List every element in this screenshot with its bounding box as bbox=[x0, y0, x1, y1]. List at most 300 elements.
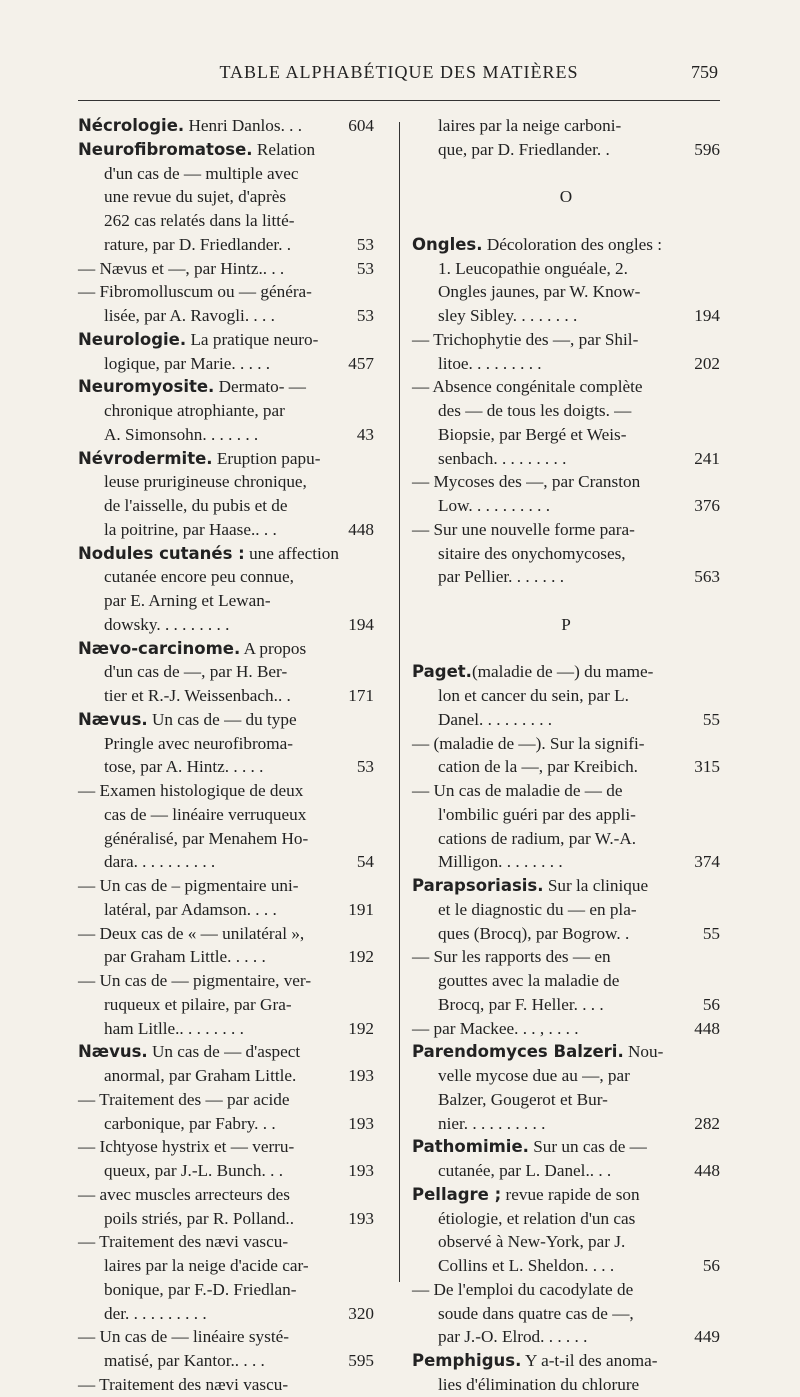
index-line bbox=[412, 1017, 720, 1041]
index-line bbox=[78, 684, 374, 708]
entry-text bbox=[412, 945, 611, 969]
index-line bbox=[78, 1302, 374, 1326]
entry-description: cas de — linéaire verruqueux bbox=[104, 804, 307, 824]
entry-text bbox=[78, 138, 315, 162]
index-line bbox=[412, 684, 720, 708]
entry-description: Brocq, par F. Heller. . . . bbox=[438, 994, 604, 1014]
entry-page-ref: 596 bbox=[694, 139, 720, 159]
entry-description: par Graham Little. . . . . bbox=[104, 947, 266, 967]
entry-text bbox=[412, 850, 563, 874]
entry-description: Y a-t-il des anoma- bbox=[521, 1351, 658, 1370]
entry-description: de l'aisselle, du pubis et de bbox=[104, 496, 288, 515]
entry-description: — Examen histologique de deux bbox=[78, 781, 304, 800]
entry-description: par E. Arning et Lewan- bbox=[104, 591, 271, 610]
entry-description: — Sur une nouvelle forme para- bbox=[412, 519, 635, 539]
right-column bbox=[412, 114, 720, 1397]
entry-page-ref: 457 bbox=[348, 353, 374, 373]
index-line bbox=[412, 1207, 720, 1231]
index-line bbox=[78, 1017, 374, 1041]
index-line bbox=[78, 162, 374, 186]
index-line bbox=[78, 1207, 374, 1231]
entry-description: lisée, par A. Ravogli. . . . bbox=[104, 306, 275, 325]
entry-text bbox=[78, 1017, 244, 1041]
entry-text bbox=[78, 257, 284, 281]
index-line bbox=[78, 874, 374, 898]
entry-text bbox=[412, 779, 622, 803]
entry-description: carbonique, par Fabry. . . bbox=[104, 1113, 276, 1133]
entry-page-ref: 191 bbox=[348, 899, 374, 919]
entry-description: que, par D. Friedlander. . bbox=[438, 139, 610, 159]
entry-text bbox=[78, 1207, 294, 1231]
entry-description: rature, par D. Friedlander. . bbox=[104, 234, 292, 254]
entry-keyword: Nodules cutanés : bbox=[78, 543, 245, 563]
entry-description: anormal, par Graham Little. bbox=[104, 1066, 297, 1085]
entry-description: A. Simonsohn. . . . . . . bbox=[104, 424, 259, 444]
entry-description: A propos bbox=[240, 638, 307, 658]
entry-description: laires par la neige carboni- bbox=[438, 116, 622, 135]
entry-page-ref: 448 bbox=[694, 1018, 720, 1038]
entry-description: tose, par A. Hintz. . . . . bbox=[104, 757, 264, 777]
entry-text bbox=[78, 898, 277, 922]
entry-text bbox=[78, 613, 229, 637]
index-line bbox=[412, 1302, 720, 1326]
entry-text bbox=[78, 1088, 289, 1112]
index-line bbox=[78, 1230, 374, 1254]
index-line bbox=[78, 827, 374, 851]
entry-text bbox=[412, 1373, 639, 1397]
entry-text bbox=[78, 827, 308, 851]
entry-description: cations de radium, par W.-A. bbox=[438, 828, 637, 848]
index-line bbox=[78, 708, 374, 732]
page-number: 759 bbox=[691, 62, 718, 82]
entry-text bbox=[78, 494, 288, 518]
entry-text bbox=[78, 708, 297, 732]
entry-description: latéral, par Adamson. . . . bbox=[104, 899, 277, 919]
index-line bbox=[412, 922, 720, 946]
entry-page-ref: 53 bbox=[356, 234, 374, 254]
entry-text bbox=[412, 1017, 579, 1041]
entry-page-ref: 194 bbox=[348, 614, 374, 634]
entry-keyword: Neuromyosite. bbox=[78, 377, 215, 397]
entry-text bbox=[78, 779, 303, 803]
entry-text bbox=[412, 375, 643, 399]
entry-text bbox=[78, 565, 294, 589]
entry-text bbox=[78, 280, 312, 304]
entry-description: laires par la neige d'acide car- bbox=[104, 1256, 309, 1275]
entry-text bbox=[78, 304, 275, 328]
entry-keyword: Pathomimie. bbox=[412, 1137, 529, 1157]
left-column bbox=[78, 114, 374, 1397]
entry-text bbox=[412, 280, 640, 304]
entry-text bbox=[412, 447, 566, 471]
entry-keyword: Nécrologie. bbox=[78, 116, 185, 135]
index-line bbox=[78, 1373, 374, 1397]
index-line bbox=[78, 1325, 374, 1349]
index-line bbox=[78, 1183, 374, 1207]
entry-text bbox=[412, 1325, 587, 1349]
entry-page-ref: 193 bbox=[348, 1113, 374, 1133]
entry-page-ref: 448 bbox=[348, 519, 374, 539]
index-line bbox=[412, 850, 720, 874]
index-line bbox=[412, 969, 720, 993]
index-line bbox=[412, 660, 720, 684]
blank-line bbox=[412, 209, 720, 233]
entry-description: dara. . . . . . . . . . bbox=[104, 852, 216, 872]
index-line bbox=[78, 1278, 374, 1302]
index-line bbox=[78, 375, 374, 399]
index-line bbox=[412, 779, 720, 803]
entry-text bbox=[412, 304, 577, 328]
index-line bbox=[412, 1135, 720, 1159]
entry-description: bonique, par F.-D. Friedlan- bbox=[104, 1279, 297, 1299]
index-line bbox=[412, 352, 720, 376]
index-line bbox=[412, 138, 720, 162]
entry-text bbox=[78, 1325, 289, 1349]
entry-description: observé à New-York, par J. bbox=[438, 1232, 626, 1252]
entry-text bbox=[78, 542, 339, 566]
entry-description: — avec muscles arrecteurs des bbox=[78, 1184, 290, 1204]
entry-description: — Un cas de – pigmentaire uni- bbox=[78, 876, 299, 895]
entry-description: — Deux cas de « — unilatéral », bbox=[78, 923, 305, 943]
entry-description: d'un cas de — multiple avec bbox=[104, 163, 299, 183]
entry-description: gouttes avec la maladie de bbox=[438, 971, 620, 990]
index-line bbox=[78, 518, 374, 542]
entry-page-ref: 241 bbox=[694, 448, 720, 468]
index-line bbox=[78, 447, 374, 471]
index-line bbox=[78, 470, 374, 494]
entry-text bbox=[412, 708, 552, 732]
entry-description: — Un cas de — linéaire systé- bbox=[78, 1327, 289, 1347]
entry-page-ref: 171 bbox=[348, 686, 374, 705]
index-line bbox=[78, 969, 374, 993]
entry-text bbox=[412, 565, 564, 589]
entry-page-ref: 43 bbox=[356, 424, 374, 444]
entry-text bbox=[412, 898, 637, 922]
entry-keyword: Pemphigus. bbox=[412, 1351, 522, 1370]
entry-page-ref: 194 bbox=[694, 306, 720, 325]
entry-keyword: Neurofibromatose. bbox=[78, 139, 253, 159]
entry-text bbox=[412, 114, 621, 138]
entry-description: matisé, par Kantor.. . . . bbox=[104, 1351, 265, 1370]
entry-description: revue rapide de son bbox=[501, 1184, 640, 1204]
entry-text bbox=[412, 874, 648, 898]
index-line bbox=[412, 447, 720, 471]
entry-keyword: Nævus. bbox=[78, 709, 148, 729]
index-line bbox=[412, 898, 720, 922]
entry-text bbox=[78, 1159, 283, 1183]
index-line bbox=[412, 1349, 720, 1373]
entry-keyword: Nævo-carcinome. bbox=[78, 638, 241, 658]
entry-text bbox=[78, 732, 293, 756]
entry-text bbox=[78, 684, 291, 708]
entry-page-ref: 282 bbox=[694, 1113, 720, 1133]
entry-text bbox=[78, 969, 311, 993]
entry-description: — Un cas de maladie de — de bbox=[412, 781, 623, 800]
index-line bbox=[78, 1254, 374, 1278]
entry-text bbox=[412, 518, 635, 542]
entry-text bbox=[412, 494, 550, 518]
index-line bbox=[412, 565, 720, 589]
entry-text bbox=[78, 945, 266, 969]
entry-text bbox=[412, 1207, 635, 1231]
index-line bbox=[78, 779, 374, 803]
index-line bbox=[412, 280, 720, 304]
entry-text bbox=[78, 1064, 296, 1088]
index-line bbox=[78, 114, 374, 138]
entry-text bbox=[78, 1135, 294, 1159]
index-line bbox=[78, 1349, 374, 1373]
index-line bbox=[78, 660, 374, 684]
entry-description: cutanée encore peu connue, bbox=[104, 567, 294, 587]
entry-page-ref: 53 bbox=[356, 258, 374, 278]
entry-text bbox=[78, 399, 285, 423]
entry-description: la poitrine, par Haase.. . . bbox=[104, 519, 277, 539]
entry-description: Eruption papu- bbox=[212, 448, 321, 468]
section-letter: O bbox=[559, 187, 573, 207]
entry-text bbox=[78, 209, 294, 233]
entry-description: Un cas de — du type bbox=[147, 709, 297, 729]
entry-text bbox=[412, 827, 636, 851]
entry-description: — (maladie de —). Sur la signifi- bbox=[412, 733, 645, 753]
entry-description: poils striés, par R. Polland.. bbox=[104, 1208, 295, 1228]
index-line bbox=[412, 1112, 720, 1136]
entry-text bbox=[412, 1230, 625, 1254]
entry-page-ref: 192 bbox=[348, 1018, 374, 1038]
entry-description: et le diagnostic du — en pla- bbox=[438, 899, 637, 919]
entry-description: — Absence congénitale complète bbox=[412, 377, 643, 397]
entry-description: — Un cas de — pigmentaire, ver- bbox=[78, 971, 312, 990]
entry-text bbox=[78, 1278, 296, 1302]
entry-text bbox=[412, 993, 604, 1017]
index-line bbox=[412, 328, 720, 352]
entry-text bbox=[78, 1040, 300, 1064]
entry-description: chronique atrophiante, par bbox=[104, 401, 285, 420]
index-line bbox=[412, 1373, 720, 1397]
entry-page-ref: 192 bbox=[348, 947, 374, 967]
entry-description: — Sur les rapports des — en bbox=[412, 947, 611, 967]
entry-description: lon et cancer du sein, par L. bbox=[438, 686, 629, 705]
entry-text bbox=[412, 803, 636, 827]
entry-text bbox=[412, 922, 629, 946]
entry-description: d'un cas de —, par H. Ber- bbox=[104, 662, 288, 682]
column-divider bbox=[399, 122, 400, 1282]
entry-description: senbach. . . . . . . . . bbox=[438, 448, 567, 468]
entry-description: étiologie, et relation d'un cas bbox=[438, 1208, 636, 1228]
entry-text bbox=[78, 328, 318, 352]
entry-page-ref: 193 bbox=[348, 1208, 374, 1228]
entry-page-ref: 55 bbox=[702, 709, 720, 729]
entry-description: Balzer, Gougerot et Bur- bbox=[438, 1089, 608, 1109]
index-line bbox=[412, 1040, 720, 1064]
entry-description: lies d'élimination du chlorure bbox=[438, 1374, 640, 1394]
entry-description: — Traitement des nævi vascu- bbox=[78, 1232, 289, 1252]
entry-page-ref: 563 bbox=[694, 567, 720, 587]
entry-description: La pratique neuro- bbox=[186, 329, 319, 349]
entry-text bbox=[78, 423, 258, 447]
entry-description: Pringle avec neurofibroma- bbox=[104, 733, 293, 753]
entry-text bbox=[78, 1254, 309, 1278]
index-line bbox=[78, 1159, 374, 1183]
entry-page-ref: 193 bbox=[348, 1066, 374, 1085]
entry-text bbox=[78, 375, 306, 399]
index-line bbox=[412, 542, 720, 566]
entry-description: Milligon. . . . . . . . bbox=[438, 852, 563, 872]
index-line bbox=[78, 423, 374, 447]
entry-text bbox=[78, 1302, 207, 1326]
index-line bbox=[78, 304, 374, 328]
index-line bbox=[78, 589, 374, 613]
entry-page-ref: 448 bbox=[694, 1161, 720, 1180]
entry-description: — Fibromolluscum ou — généra- bbox=[78, 282, 312, 302]
entry-text bbox=[412, 1254, 614, 1278]
entry-description: 262 cas relatés dans la litté- bbox=[104, 211, 295, 230]
entry-text bbox=[412, 684, 629, 708]
entry-description: Nou- bbox=[623, 1042, 664, 1062]
blank-line bbox=[412, 162, 720, 186]
entry-description: cutanée, par L. Danel.. . . bbox=[438, 1161, 612, 1180]
entry-keyword: Nævus. bbox=[78, 1042, 148, 1062]
index-line bbox=[412, 470, 720, 494]
entry-description: — Mycoses des —, par Cranston bbox=[412, 472, 641, 492]
entry-text bbox=[412, 1040, 663, 1064]
entry-description: cation de la —, par Kreibich. bbox=[438, 757, 638, 777]
entry-description: par J.-O. Elrod. . . . . . bbox=[438, 1327, 588, 1347]
entry-description: Un cas de — d'aspect bbox=[147, 1042, 301, 1062]
entry-description: ham Litlle.. . . . . . . . bbox=[104, 1018, 244, 1038]
entry-text bbox=[412, 423, 626, 447]
entry-text bbox=[412, 755, 638, 779]
entry-text bbox=[78, 352, 270, 376]
entry-description: leuse prurigineuse chronique, bbox=[104, 472, 307, 492]
index-line bbox=[78, 328, 374, 352]
index-line bbox=[412, 518, 720, 542]
entry-description: logique, par Marie. . . . . bbox=[104, 353, 271, 373]
entry-description: — Traitement des — par acide bbox=[78, 1089, 290, 1109]
index-line bbox=[412, 1088, 720, 1112]
index-line bbox=[78, 185, 374, 209]
index-line bbox=[412, 993, 720, 1017]
index-line bbox=[412, 1230, 720, 1254]
entry-page-ref: 56 bbox=[702, 1256, 720, 1275]
entry-text bbox=[78, 185, 286, 209]
entry-page-ref: 449 bbox=[694, 1327, 720, 1347]
section-letter: P bbox=[561, 614, 571, 634]
index-line bbox=[78, 898, 374, 922]
index-line bbox=[412, 732, 720, 756]
entry-page-ref: 193 bbox=[348, 1161, 374, 1180]
entry-text bbox=[412, 542, 626, 566]
entry-page-ref: 376 bbox=[694, 496, 720, 515]
index-line bbox=[78, 1135, 374, 1159]
entry-description: Low. . . . . . . . . . bbox=[438, 496, 551, 515]
index-line bbox=[78, 233, 374, 257]
entry-text bbox=[412, 660, 653, 684]
entry-page-ref: 320 bbox=[348, 1303, 374, 1323]
page-title: TABLE ALPHABÉTIQUE DES MATIÈRES bbox=[219, 62, 579, 82]
index-line bbox=[78, 803, 374, 827]
entry-text bbox=[78, 993, 292, 1017]
index-line bbox=[412, 1183, 720, 1207]
entry-text bbox=[412, 1135, 647, 1159]
entry-keyword: Névrodermite. bbox=[78, 448, 213, 468]
entry-description: soude dans quatre cas de —, bbox=[438, 1303, 634, 1323]
entry-text bbox=[412, 1278, 633, 1302]
entry-description: Collins et L. Sheldon. . . . bbox=[438, 1256, 615, 1275]
entry-text bbox=[78, 1230, 288, 1254]
entry-description: Décoloration des ongles : bbox=[482, 234, 663, 254]
entry-text bbox=[412, 969, 619, 993]
index-line bbox=[78, 1040, 374, 1064]
entry-text bbox=[78, 162, 298, 186]
index-line bbox=[412, 399, 720, 423]
entry-description: Sur un cas de — bbox=[528, 1137, 647, 1157]
index-line bbox=[412, 1278, 720, 1302]
entry-description: Ongles jaunes, par W. Know- bbox=[438, 282, 641, 302]
entry-description: une revue du sujet, d'après bbox=[104, 187, 287, 207]
entry-text bbox=[78, 637, 306, 661]
entry-text bbox=[412, 1349, 658, 1373]
index-line bbox=[78, 732, 374, 756]
entry-text bbox=[78, 850, 215, 874]
index-line bbox=[78, 542, 374, 566]
index-line bbox=[78, 850, 374, 874]
entry-keyword: Parapsoriasis. bbox=[412, 876, 544, 895]
index-line bbox=[78, 1064, 374, 1088]
index-line bbox=[412, 304, 720, 328]
entry-description: litoe. . . . . . . . . bbox=[438, 353, 542, 373]
entry-text bbox=[78, 660, 287, 684]
index-line bbox=[412, 1064, 720, 1088]
entry-description: (maladie de —) du mame- bbox=[471, 662, 654, 682]
entry-text bbox=[412, 328, 638, 352]
entry-text bbox=[412, 1302, 634, 1326]
entry-description: — De l'emploi du cacodylate de bbox=[412, 1279, 634, 1299]
entry-description: der. . . . . . . . . . bbox=[104, 1303, 207, 1323]
entry-text bbox=[78, 755, 263, 779]
entry-keyword: Pellagre ; bbox=[412, 1184, 502, 1204]
entry-keyword: Ongles. bbox=[412, 234, 483, 254]
index-line bbox=[412, 708, 720, 732]
blank-line bbox=[412, 589, 720, 613]
index-line bbox=[78, 399, 374, 423]
index-line bbox=[78, 280, 374, 304]
index-line bbox=[412, 755, 720, 779]
entry-text bbox=[78, 874, 299, 898]
entry-text bbox=[412, 1112, 545, 1136]
index-line bbox=[412, 233, 720, 257]
entry-page-ref: 54 bbox=[356, 852, 374, 872]
entry-description: Biopsie, par Bergé et Weis- bbox=[438, 424, 627, 444]
entry-description: nier. . . . . . . . . . bbox=[438, 1113, 546, 1133]
index-line bbox=[78, 637, 374, 661]
entry-page-ref: 595 bbox=[348, 1351, 374, 1370]
index-line bbox=[78, 352, 374, 376]
entry-text bbox=[412, 470, 640, 494]
entry-text bbox=[78, 518, 277, 542]
index-line bbox=[412, 257, 720, 281]
entry-text bbox=[78, 470, 307, 494]
entry-page-ref: 53 bbox=[356, 306, 374, 325]
entry-text bbox=[78, 1349, 265, 1373]
entry-page-ref: 55 bbox=[702, 923, 720, 943]
entry-text bbox=[78, 233, 291, 257]
entry-text bbox=[412, 257, 628, 281]
entry-text bbox=[412, 352, 542, 376]
entry-description: — Ichtyose hystrix et — verru- bbox=[78, 1137, 295, 1157]
entry-text bbox=[412, 138, 610, 162]
entry-description: ques (Brocq), par Bogrow. . bbox=[438, 923, 630, 943]
entry-description: des — de tous les doigts. — bbox=[438, 401, 632, 420]
